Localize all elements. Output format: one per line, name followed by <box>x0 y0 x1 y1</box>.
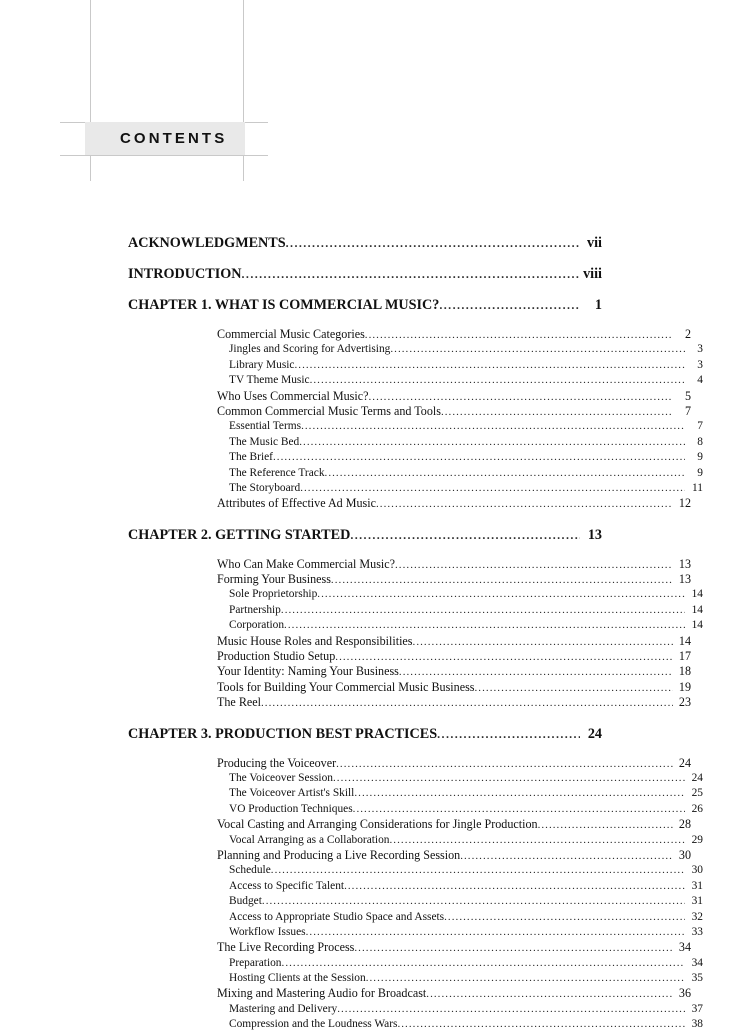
dot-leader <box>365 330 673 341</box>
toc-entry-section-level-2[interactable] <box>128 373 703 388</box>
chapter-spacer <box>128 512 602 526</box>
toc-entry-label: The Voiceover Session <box>229 771 333 784</box>
toc-entry-label: Sole Proprietorship <box>229 588 318 601</box>
toc-entry-section-level-1[interactable] <box>128 634 691 649</box>
toc-entry-label: Commercial Music Categories <box>217 327 365 341</box>
toc-entry-section-level-2[interactable] <box>128 587 703 602</box>
toc-entry-section-level-2[interactable] <box>128 925 703 940</box>
toc-entry-page: viii <box>583 266 602 282</box>
toc-entry-label: Forming Your Business <box>217 572 331 587</box>
toc-entry-label: Library Music <box>229 358 295 371</box>
toc-entry-page: 26 <box>691 802 703 815</box>
toc-entry-label: The Storyboard <box>229 481 301 494</box>
toc-entry-page: 25 <box>691 787 703 800</box>
toc-entry-label: Access to Appropriate Studio Space and Assets <box>229 910 445 923</box>
toc-entry-section-level-2[interactable] <box>128 1002 703 1017</box>
toc-entry-page: 36 <box>678 986 691 1001</box>
dot-leader <box>444 912 685 923</box>
toc-entry-section-level-2[interactable] <box>128 802 703 817</box>
toc-entry-label: Vocal Arranging as a Collaboration <box>229 833 390 846</box>
toc-entry-chapter[interactable] <box>128 296 602 327</box>
toc-entry-label: Attributes of Effective Ad Music <box>217 496 376 511</box>
dot-leader <box>333 773 685 784</box>
dot-leader <box>335 652 673 663</box>
toc-entry-section-level-2[interactable] <box>128 603 703 618</box>
toc-entry-label: Music House Roles and Responsibilities <box>217 633 413 648</box>
toc-entry-page: 14 <box>691 588 703 601</box>
dot-leader <box>390 835 686 846</box>
table-of-contents <box>128 234 703 1033</box>
toc-entry-page: 12 <box>678 496 691 511</box>
toc-entry-section-level-2[interactable] <box>128 786 703 801</box>
dot-leader <box>350 529 580 541</box>
dot-leader <box>242 268 580 280</box>
dot-leader <box>538 820 673 831</box>
dot-leader <box>273 452 685 463</box>
dot-leader <box>306 927 685 938</box>
toc-entry-section-level-1[interactable] <box>128 940 691 955</box>
dot-leader <box>286 237 580 249</box>
toc-entry-label: Your Identity: Naming Your Business <box>217 664 399 679</box>
toc-entry-section-level-2[interactable] <box>128 466 703 481</box>
toc-entry-section-level-2[interactable] <box>128 863 703 878</box>
toc-entry-section-level-2[interactable] <box>128 358 703 373</box>
toc-entry-section-level-1[interactable] <box>128 557 691 572</box>
toc-entry-front-matter[interactable] <box>128 234 602 265</box>
contents-header <box>0 0 750 200</box>
toc-entry-label: Tools for Building Your Commercial Music Business <box>217 679 475 694</box>
toc-entry-label: Budget <box>229 895 262 908</box>
toc-entry-section-level-2[interactable] <box>128 1017 703 1032</box>
toc-entry-page: 24 <box>678 755 691 770</box>
toc-entry-label: Hosting Clients at the Session <box>229 972 366 985</box>
dot-leader <box>299 437 685 448</box>
toc-entry-page: 35 <box>691 972 703 985</box>
toc-entry-page: 9 <box>697 466 703 479</box>
toc-entry-section-level-2[interactable] <box>128 618 703 633</box>
toc-entry-page: 29 <box>691 833 703 846</box>
dot-leader <box>460 851 673 862</box>
dot-leader <box>354 788 685 799</box>
chapter-page: 1 <box>594 297 602 313</box>
toc-entry-section-level-1[interactable] <box>128 664 691 679</box>
toc-entry-section-level-2[interactable] <box>128 833 703 848</box>
toc-entry-section-level-2[interactable] <box>128 894 703 909</box>
dot-leader <box>368 392 673 403</box>
toc-entry-label: TV Theme Music <box>229 374 310 387</box>
toc-entry-label: The Voiceover Artist's Skill <box>229 787 355 800</box>
toc-entry-label: VO Production Techniques <box>229 802 353 815</box>
toc-entry-section-level-2[interactable] <box>128 342 703 357</box>
toc-entry-page: 13 <box>678 556 691 571</box>
toc-entry-label: Vocal Casting and Arranging Considerations for Jingle Production <box>217 817 538 832</box>
toc-entry-page: 14 <box>691 619 703 632</box>
toc-entry-page: 30 <box>691 864 703 877</box>
toc-entry-page: 11 <box>692 481 703 494</box>
dot-leader <box>282 958 685 969</box>
toc-entry-label: Production Studio Setup <box>217 649 336 664</box>
toc-entry-label: Mastering and Delivery <box>229 1002 338 1015</box>
toc-entry-page: 38 <box>691 1018 703 1031</box>
toc-entry-section-level-1[interactable] <box>128 572 691 587</box>
chapter-heading-wrapper <box>128 725 602 756</box>
toc-entry-label: ACKNOWLEDGMENTS <box>128 235 286 251</box>
toc-entry-section-level-1[interactable] <box>128 695 691 710</box>
chapter-title: CHAPTER 1. WHAT IS COMMERCIAL MUSIC? <box>128 297 440 313</box>
toc-entry-label: Producing the Voiceover <box>217 755 337 770</box>
dot-leader <box>413 637 673 648</box>
toc-entry-chapter[interactable] <box>128 725 602 756</box>
toc-entry-label: Workflow Issues <box>229 925 306 938</box>
dot-leader <box>271 865 685 876</box>
toc-entry-label: Compression and the Loudness Wars <box>229 1018 398 1031</box>
dot-leader <box>439 299 580 311</box>
toc-entry-page: 31 <box>691 879 703 892</box>
dot-leader <box>344 881 685 892</box>
toc-entry-section-level-1[interactable] <box>128 848 691 863</box>
toc-entry-section-level-1[interactable] <box>128 404 691 419</box>
toc-entry-label: Corporation <box>229 619 285 632</box>
toc-entry-label: Partnership <box>229 603 281 616</box>
toc-entry-section-level-2[interactable] <box>128 879 703 894</box>
dot-leader <box>441 407 673 418</box>
toc-entry-section-level-2[interactable] <box>128 910 703 925</box>
header-horizontal-rule-bottom <box>60 155 268 156</box>
dot-leader <box>397 1019 685 1030</box>
toc-entry-label: The Brief <box>229 451 273 464</box>
toc-entry-page: 32 <box>691 910 703 923</box>
chapter-spacer <box>128 711 602 725</box>
dot-leader <box>331 575 673 586</box>
toc-entry-section-level-2[interactable] <box>128 435 703 450</box>
toc-entry-label: Schedule <box>229 864 271 877</box>
toc-entry-page: 19 <box>678 679 691 694</box>
toc-entry-label: Planning and Producing a Live Recording Session <box>217 847 461 862</box>
page-title: CONTENTS <box>120 130 228 147</box>
toc-entry-section-level-2[interactable] <box>128 971 703 986</box>
toc-entry-page: 17 <box>678 649 691 664</box>
toc-entry-page: 34 <box>678 940 691 955</box>
dot-leader <box>437 728 580 740</box>
dot-leader <box>281 605 685 616</box>
toc-entry-page: 33 <box>691 925 703 938</box>
toc-entry-section-level-1[interactable] <box>128 649 691 664</box>
toc-entry-page: 23 <box>678 695 691 710</box>
dot-leader <box>317 589 685 600</box>
toc-entry-label: Jingles and Scoring for Advertising <box>229 343 391 356</box>
toc-entry-page: 18 <box>678 664 691 679</box>
toc-entry-page: 24 <box>691 771 703 784</box>
toc-entry-page: 28 <box>678 817 691 832</box>
dot-leader <box>354 943 673 954</box>
toc-entry-front-matter[interactable] <box>128 265 602 296</box>
dot-leader <box>395 560 673 571</box>
toc-entry-label: Preparation <box>229 956 282 969</box>
dot-leader <box>353 804 685 815</box>
toc-entry-page: 7 <box>684 403 691 418</box>
dot-leader <box>390 344 685 355</box>
toc-entry-label: The Reference Track <box>229 466 325 479</box>
dot-leader <box>475 683 674 694</box>
toc-entry-label: Common Commercial Music Terms and Tools <box>217 403 441 418</box>
dot-leader <box>325 468 685 479</box>
chapter-page: 24 <box>587 725 602 742</box>
toc-entry-page: 9 <box>697 451 703 464</box>
toc-entry-label: Who Can Make Commercial Music? <box>217 556 395 571</box>
dot-leader <box>310 375 685 386</box>
toc-entry-section-level-2[interactable] <box>128 956 703 971</box>
toc-entry-page: 8 <box>697 435 703 448</box>
toc-entry-page: 13 <box>678 572 691 587</box>
dot-leader <box>284 620 685 631</box>
dot-leader <box>366 973 685 984</box>
toc-entry-label: The Live Recording Process <box>217 940 355 955</box>
chapter-title: CHAPTER 2. GETTING STARTED <box>128 526 351 543</box>
toc-entry-page: 31 <box>691 895 703 908</box>
toc-entry-page: 7 <box>697 420 703 433</box>
toc-entry-section-level-1[interactable] <box>128 817 691 832</box>
dot-leader <box>336 759 673 770</box>
toc-entry-section-level-1[interactable] <box>128 680 691 695</box>
toc-entry-section-level-2[interactable] <box>128 419 703 434</box>
toc-entry-page: 14 <box>678 633 691 648</box>
toc-entry-page: 3 <box>697 358 703 371</box>
toc-entry-label: INTRODUCTION <box>128 266 242 282</box>
toc-entry-page: 34 <box>691 956 703 969</box>
toc-entry-label: Access to Specific Talent <box>229 879 345 892</box>
dot-leader <box>262 896 685 907</box>
toc-entry-section-level-1[interactable] <box>128 327 691 342</box>
toc-entry-chapter[interactable] <box>128 526 602 557</box>
chapter-heading-wrapper <box>128 526 602 557</box>
toc-entry-label: Who Uses Commercial Music? <box>217 388 369 403</box>
toc-entry-page: 37 <box>691 1002 703 1015</box>
dot-leader <box>300 483 685 494</box>
toc-entry-section-level-1[interactable] <box>128 389 691 404</box>
toc-entry-page: 30 <box>678 847 691 862</box>
toc-entry-page: vii <box>587 235 602 251</box>
toc-entry-page: 4 <box>697 374 703 387</box>
toc-entry-page: 2 <box>684 327 691 341</box>
dot-leader <box>376 499 673 510</box>
toc-entry-label: Mixing and Mastering Audio for Broadcast <box>217 986 427 1001</box>
dot-leader <box>301 421 685 432</box>
toc-entry-section-level-1[interactable] <box>128 756 691 771</box>
toc-entry-page: 14 <box>691 603 703 616</box>
toc-entry-label: Essential Terms <box>229 420 302 433</box>
dot-leader <box>337 1004 685 1015</box>
dot-leader <box>261 698 673 709</box>
toc-entry-section-level-2[interactable] <box>128 481 703 496</box>
toc-entry-label: The Music Bed <box>229 435 300 448</box>
toc-entry-page: 3 <box>697 343 703 356</box>
toc-entry-section-level-2[interactable] <box>128 771 703 786</box>
toc-entry-section-level-2[interactable] <box>128 450 703 465</box>
chapter-page: 13 <box>587 526 602 543</box>
chapter-heading-wrapper <box>128 296 602 327</box>
dot-leader <box>426 989 673 1000</box>
dot-leader <box>399 667 673 678</box>
chapter-title: CHAPTER 3. PRODUCTION BEST PRACTICES <box>128 725 438 742</box>
toc-entry-section-level-1[interactable] <box>128 496 691 511</box>
toc-entry-label: The Reel <box>217 695 261 710</box>
toc-entry-page: 5 <box>684 388 691 403</box>
dot-leader <box>294 360 685 371</box>
